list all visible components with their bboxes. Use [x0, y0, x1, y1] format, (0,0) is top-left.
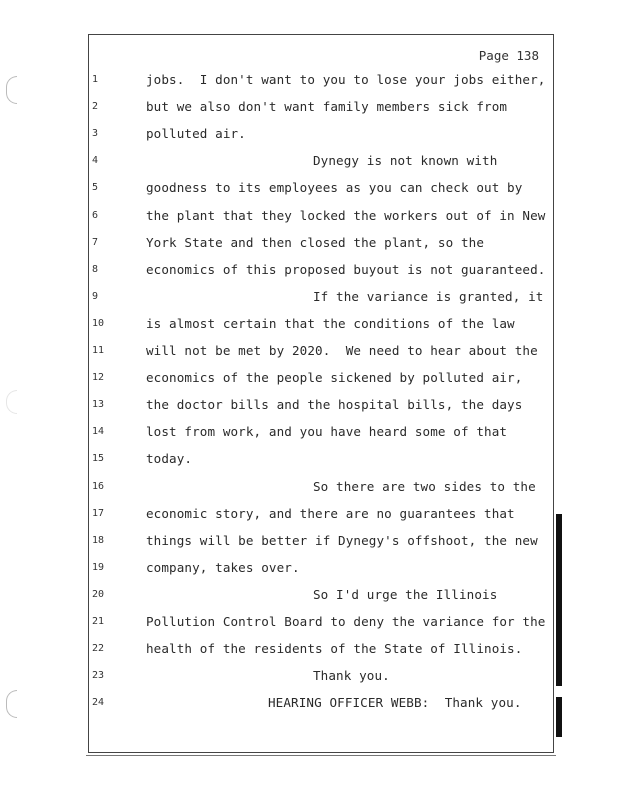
transcript-line: the doctor bills and the hospital bills, the days: [146, 397, 523, 413]
line-number: 24: [92, 697, 105, 709]
line-number: 13: [92, 399, 105, 411]
line-number: 5: [92, 182, 99, 194]
transcript-line: Pollution Control Board to deny the variance for the: [146, 614, 546, 629]
transcript-line: company, takes over.: [146, 559, 300, 575]
binder-hole-mark: [6, 690, 17, 718]
transcript-line: HEARING OFFICER WEBB: Thank you.: [268, 695, 522, 711]
line-number: 22: [92, 643, 105, 655]
transcript-line: is almost certain that the conditions of the law: [146, 315, 515, 331]
line-number: 12: [92, 372, 105, 384]
scan-edge-mark: [556, 697, 562, 737]
transcript-line: today.: [146, 451, 193, 467]
transcript-line: Thank you.: [313, 668, 390, 684]
line-number: 19: [92, 561, 105, 573]
transcript-line: health of the residents of the State of Illinois.: [146, 641, 523, 657]
line-number: 17: [92, 507, 105, 519]
transcript-line: polluted air.: [146, 126, 246, 142]
transcript-line: So there are two sides to the: [313, 478, 536, 494]
transcript-line: goodness to its employees as you can check out by: [146, 180, 523, 196]
binder-hole-mark: [6, 390, 17, 414]
line-number: 20: [92, 588, 105, 600]
line-number: 4: [92, 155, 99, 167]
transcript-line: economics of the people sickened by polluted air,: [146, 370, 523, 386]
transcript-line: the plant that they locked the workers out of in New: [146, 207, 546, 223]
transcript-line: If the variance is granted, it: [313, 288, 544, 304]
transcript-line: York State and then closed the plant, so the: [146, 234, 485, 250]
line-number: 16: [92, 480, 105, 492]
line-number: 15: [92, 453, 105, 465]
line-number: 23: [92, 670, 105, 682]
line-number: 6: [92, 209, 99, 221]
transcript-line: economics of this proposed buyout is not guaranteed.: [146, 261, 546, 277]
transcript-line: lost from work, and you have heard some of that: [146, 424, 508, 440]
line-number: 1: [92, 74, 99, 85]
binder-hole-mark: [6, 76, 17, 104]
line-number: 21: [92, 616, 105, 627]
transcript-line: but we also don't want family members sick from: [146, 99, 508, 115]
transcript-line: jobs. I don't want to you to lose your jobs either,: [146, 72, 546, 87]
transcript-line: economic story, and there are no guarantees that: [146, 505, 515, 521]
transcript-line: Dynegy is not known with: [313, 153, 498, 169]
line-number: 7: [92, 236, 99, 248]
line-number: 3: [92, 128, 99, 140]
line-number: 14: [92, 426, 105, 438]
page-number: Page 138: [478, 48, 539, 63]
line-number: 18: [92, 534, 105, 546]
line-number: 2: [92, 101, 99, 113]
transcript-line: things will be better if Dynegy's offshoot, the new: [146, 532, 538, 548]
transcript-line: So I'd urge the Illinois: [313, 586, 498, 602]
line-number: 10: [92, 317, 105, 329]
line-number: 8: [92, 263, 99, 275]
scan-edge-mark: [556, 514, 562, 686]
transcript-line: will not be met by 2020. We need to hear about the: [146, 343, 538, 358]
line-number: 9: [92, 290, 99, 302]
line-number: 11: [92, 345, 105, 356]
